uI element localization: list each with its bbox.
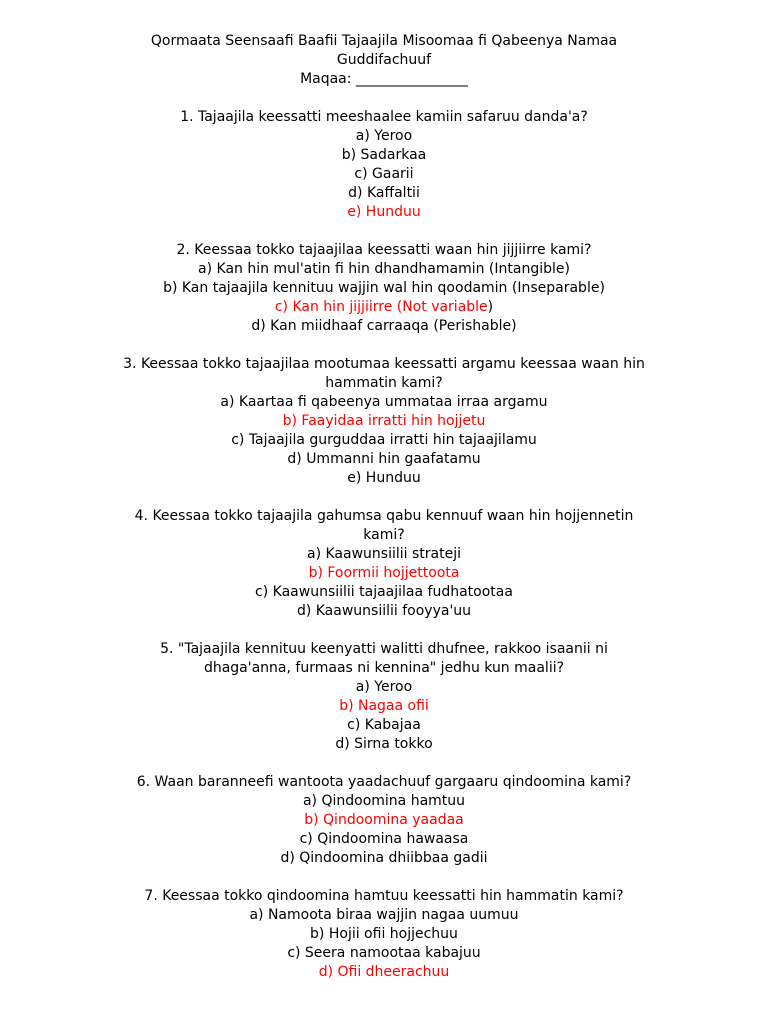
answer-option-text: c) Seera namootaa kabajuu <box>287 945 481 961</box>
answer-option-text: b) Qindoomina yaadaa <box>304 812 464 828</box>
answer-option-correct <box>0 412 768 431</box>
answer-option <box>0 127 768 146</box>
answer-option-text: a) Qindoomina hamtuu <box>302 793 466 809</box>
answer-option-text: c) Qindoomina hawaasa <box>299 831 469 847</box>
answer-option-suffix: ) <box>487 299 494 315</box>
answer-option-correct <box>0 811 768 830</box>
answer-option-text: e) Hunduu <box>347 470 421 486</box>
answer-option-text: a) Kan hin mul'atin fi hin dhandhamamin (Intangible) <box>198 261 570 277</box>
document-title-line-1: Qormaata Seensaafi Baafii Tajaajila Misoomaa fi Qabeenya Namaa <box>150 33 618 49</box>
answer-option-text: c) Tajaajila gurguddaa irratti hin tajaajilamu <box>231 432 537 448</box>
answer-option-text: d) Qindoomina dhiibbaa gadii <box>280 850 488 866</box>
spacer <box>0 488 768 507</box>
question-text: 6. Waan baranneefi wantoota yaadachuuf gargaaru qindoomina kami? <box>136 774 632 790</box>
answer-option <box>0 716 768 735</box>
quiz-document <box>0 32 768 982</box>
answer-option-text: c) Kan hin jijjiirre (Not variable <box>274 299 488 315</box>
question-block <box>0 507 768 640</box>
spacer <box>0 336 768 355</box>
answer-option-text: d) Kaffaltii <box>348 185 420 201</box>
answer-option <box>0 260 768 279</box>
question-text: hammatin kami? <box>325 375 443 391</box>
question-text: 7. Keessaa tokko qindoomina hamtuu keessatti hin hammatin kami? <box>144 888 624 904</box>
answer-option-correct <box>0 697 768 716</box>
answer-option <box>0 165 768 184</box>
answer-option <box>0 317 768 336</box>
document-title-line-2: Guddifachuuf <box>336 52 432 68</box>
answer-option-text: a) Kaawunsiilii strateji <box>307 546 461 562</box>
question-block <box>0 773 768 887</box>
answer-option-text: b) Foormii hojjettoota <box>308 565 460 581</box>
answer-option-text: d) Kan miidhaaf carraaqa (Perishable) <box>251 318 517 334</box>
answer-option <box>0 450 768 469</box>
question-text: 1. Tajaajila keessatti meeshaalee kamiin safaruu danda'a? <box>180 109 588 125</box>
answer-option <box>0 944 768 963</box>
answer-option-text: c) Kabajaa <box>347 717 421 733</box>
answer-option <box>0 925 768 944</box>
answer-option-text: c) Kaawunsiilii tajaajilaa fudhatootaa <box>255 584 513 600</box>
question-text: dhaga'anna, furmaas ni kennina" jedhu kun maalii? <box>203 660 565 676</box>
answer-option-text: e) Hunduu <box>347 204 421 220</box>
answer-option-text: d) Ummanni hin gaafatamu <box>287 451 481 467</box>
answer-option-text: d) Ofii dheerachuu <box>318 964 450 980</box>
answer-option-text: b) Nagaa ofii <box>339 698 429 714</box>
answer-option-correct <box>0 298 768 317</box>
question-block <box>0 355 768 507</box>
answer-option <box>0 583 768 602</box>
questions-list <box>0 108 768 982</box>
answer-option <box>0 431 768 450</box>
answer-option <box>0 469 768 488</box>
spacer <box>0 222 768 241</box>
spacer <box>0 754 768 773</box>
answer-option-text: a) Namoota biraa wajjin nagaa uumuu <box>249 907 519 923</box>
question-block <box>0 241 768 355</box>
answer-option-text: a) Yeroo <box>355 679 413 695</box>
answer-option-text: d) Kaawunsiilii fooyya'uu <box>296 603 472 619</box>
answer-option-text: b) Kan tajaajila kennituu wajjin wal hin qoodamin (Inseparable) <box>163 280 605 296</box>
answer-option <box>0 602 768 621</box>
answer-option <box>0 849 768 868</box>
answer-option-text: a) Yeroo <box>355 128 413 144</box>
question-text: 3. Keessaa tokko tajaajilaa mootumaa keessatti argamu keessaa waan hin <box>123 356 645 372</box>
answer-option-text: a) Kaartaa fi qabeenya ummataa irraa argamu <box>220 394 548 410</box>
question-text: 5. "Tajaajila kennituu keenyatti walitti dhufnee, rakkoo isaanii ni <box>160 641 608 657</box>
answer-option <box>0 792 768 811</box>
answer-option <box>0 678 768 697</box>
answer-option <box>0 735 768 754</box>
answer-option-correct <box>0 963 768 982</box>
answer-option <box>0 279 768 298</box>
spacer <box>0 868 768 887</box>
question-text: 4. Keessaa tokko tajaajila gahumsa qabu kennuuf waan hin hojjennetin <box>134 508 634 524</box>
answer-option-text: c) Gaarii <box>354 166 414 182</box>
answer-option-text: b) Faayidaa irratti hin hojjetu <box>282 413 486 429</box>
spacer <box>0 621 768 640</box>
answer-option-correct <box>0 564 768 583</box>
answer-option <box>0 393 768 412</box>
name-field: Maqaa: ________________ <box>300 71 468 87</box>
answer-option <box>0 146 768 165</box>
question-block <box>0 887 768 982</box>
question-text: 2. Keessaa tokko tajaajilaa keessatti waan hin jijjiirre kami? <box>176 242 592 258</box>
answer-option-text: d) Sirna tokko <box>335 736 433 752</box>
answer-option <box>0 184 768 203</box>
answer-option-text: b) Hojii ofii hojjechuu <box>310 926 458 942</box>
question-block <box>0 640 768 773</box>
answer-option <box>0 830 768 849</box>
answer-option <box>0 906 768 925</box>
question-text: kami? <box>363 527 405 543</box>
answer-option-correct <box>0 203 768 222</box>
spacer <box>0 89 768 108</box>
answer-option <box>0 545 768 564</box>
answer-option-text: b) Sadarkaa <box>341 147 427 163</box>
question-block <box>0 108 768 241</box>
